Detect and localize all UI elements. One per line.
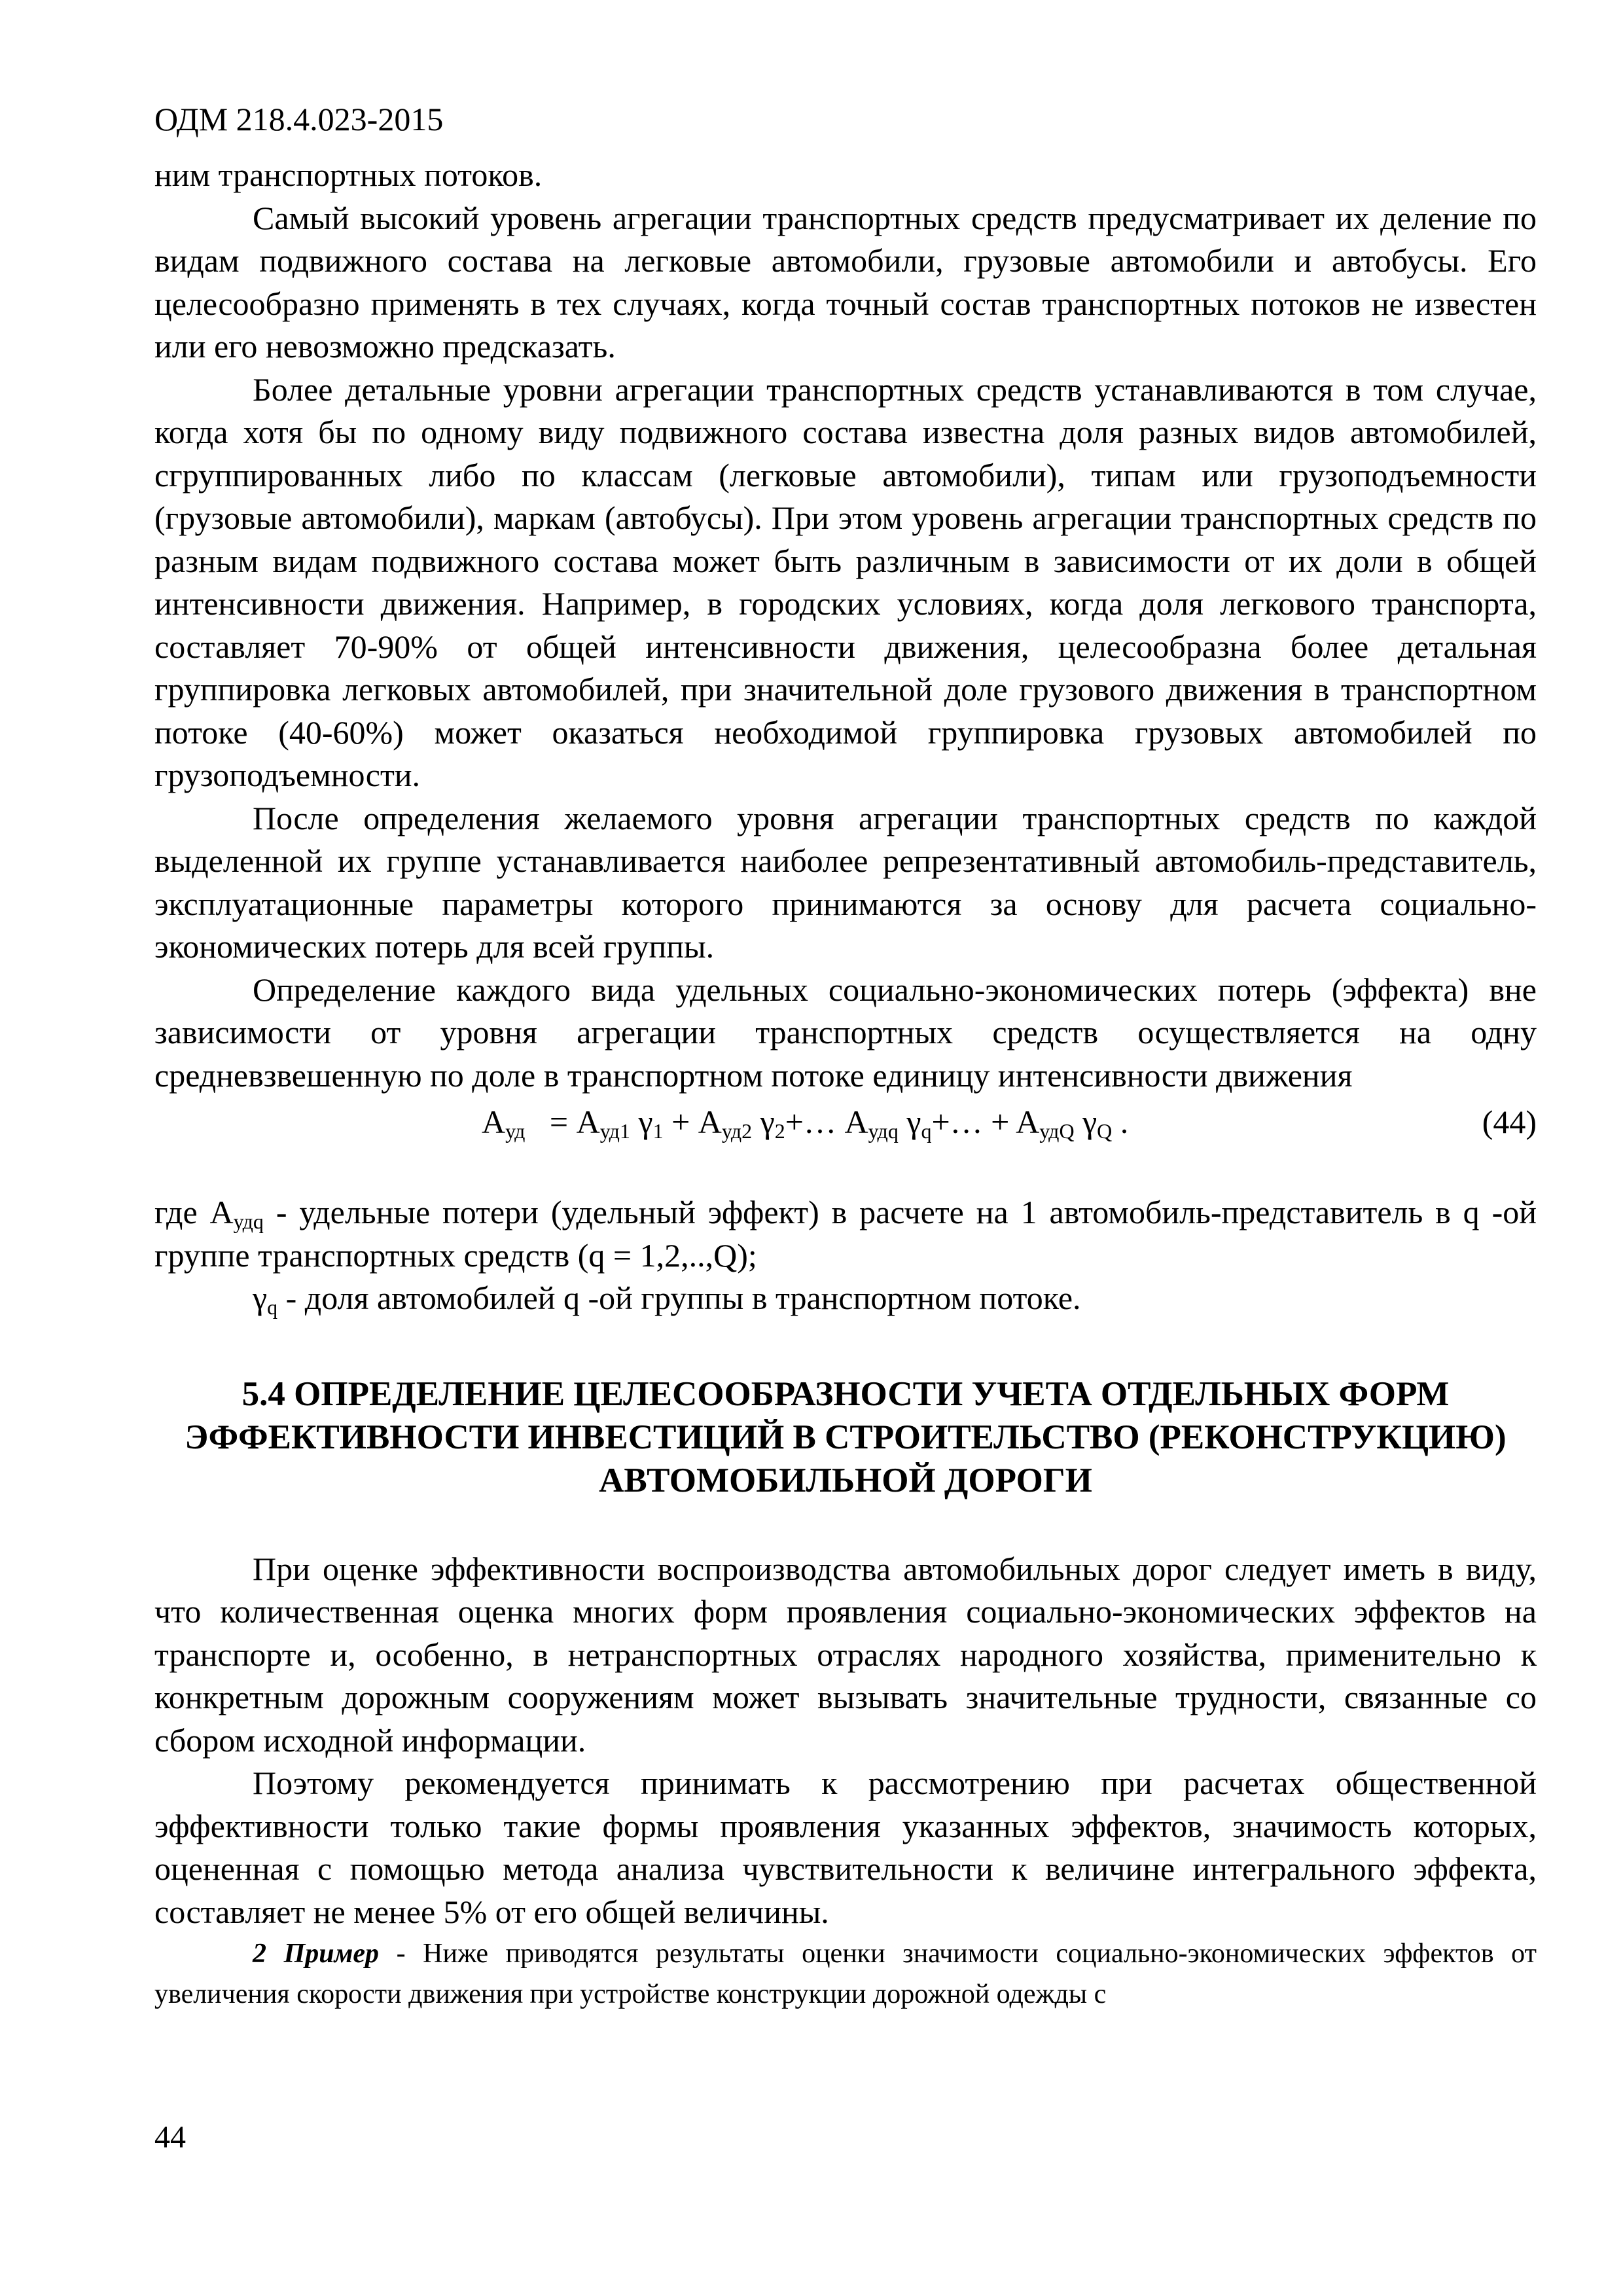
paragraph-continuation: ним транспортных потоков. bbox=[154, 156, 543, 193]
example-text: - Ниже приводятся результаты оценки значимости социально-экономических эффектов от увеличения скорости движения при устройстве конструкции дорожной одежды с bbox=[154, 1939, 1537, 2009]
where-definition-1: где $A_{удq}$ - удельные потери (удельный эффект) в расчете на 1 автомобиль-представитель в q -ой группе транспортных средств (q = 1,2,..,Q); bbox=[154, 1194, 1537, 1274]
paragraph: Определение каждого вида удельных социально-экономических потерь (эффекта) вне зависимости от уровня агрегации транспортных средств осуществляется на одну средневзвешенную по доле в транспортном потоке единицу интенсивности движения bbox=[154, 971, 1537, 1094]
example-label: 2 Пример bbox=[253, 1939, 380, 1969]
document-body bbox=[154, 154, 1537, 2015]
where-definition-2: $\gamma_q$ - доля автомобилей q -ой группы в транспортном потоке. bbox=[253, 1280, 1081, 1319]
page-number: 44 bbox=[154, 2120, 186, 2155]
formula-44 bbox=[154, 1101, 1537, 1152]
section-heading: 5.4 ОПРЕДЕЛЕНИЕ ЦЕЛЕСООБРАЗНОСТИ УЧЕТА ОТДЕЛЬНЫХ ФОРМ ЭФФЕКТИВНОСТИ ИНВЕСТИЦИЙ В СТРОИТЕЛЬСТВО (РЕКОНСТРУКЦИЮ) АВТОМОБИЛЬНОЙ ДОРОГИ bbox=[185, 1374, 1507, 1499]
document-header: ОДМ 218.4.023-2015 bbox=[154, 101, 444, 137]
paragraph: При оценке эффективности воспроизводства автомобильных дорог следует иметь в виду, что количественная оценка многих форм проявления социально-экономических эффектов на транспорте и, особенно, в нетранспортных отраслях народного хозяйства, применительно к конкретным дорожным сооружениям может вызывать значительные трудности, связанные со сбором исходной информации. bbox=[154, 1550, 1537, 1759]
paragraph: После определения желаемого уровня агрегации транспортных средств по каждой выделенной их группе устанавливается наиболее репрезентативный автомобиль-представитель, эксплуатационные параметры которого принимаются за основу для расчета социально-экономических потерь для всей группы. bbox=[154, 799, 1537, 965]
formula-expression: $A_{уд}$ = $A_{уд1}$ $\gamma_1 + A_{уд2}$ $\gamma_2+\dots$ $A_{удq}$ $\gamma_q+\dots + A_{удQ}$ $\gamma_Q$ . bbox=[482, 1103, 1129, 1143]
paragraph: Поэтому рекомендуется принимать к рассмотрению при расчетах общественной эффективности только такие формы проявления указанных эффектов, значимость которых, оцененная с помощью метода анализа чувствительности к величине интегрального эффекта, составляет не менее 5% от его общей величины. bbox=[154, 1765, 1537, 1930]
paragraph: Самый высокий уровень агрегации транспортных средств предусматривает их деление по видам подвижного состава на легковые автомобили, грузовые автомобили и автобусы. Его целесообразно применять в тех случаях, когда точный состав транспортных потоков не известен или его невозможно предсказать. bbox=[154, 199, 1537, 365]
example-note bbox=[154, 1933, 1537, 2015]
formula-number: (44) bbox=[1482, 1103, 1537, 1140]
paragraph: Более детальные уровни агрегации транспортных средств устанавливаются в том случае, когда хотя бы по одному виду подвижного состава известна доля разных видов автомобилей, сгруппированных либо по классам (легковые автомобили), типам или грузоподъемности (грузовые автомобили), маркам (автобусы). При этом уровень агрегации транспортных средств по разным видам подвижного состава может быть различным в зависимости от их доли в общей интенсивности движения. Например, в городских условиях, когда доля легкового транспорта, составляет 70-90% от общей интенсивности движения, целесообразна более детальная группировка легковых автомобилей, при значительной доле грузового движения в транспортном потоке (40-60%) может оказаться необходимой группировка грузовых автомобилей по грузоподъемности. bbox=[154, 370, 1537, 793]
